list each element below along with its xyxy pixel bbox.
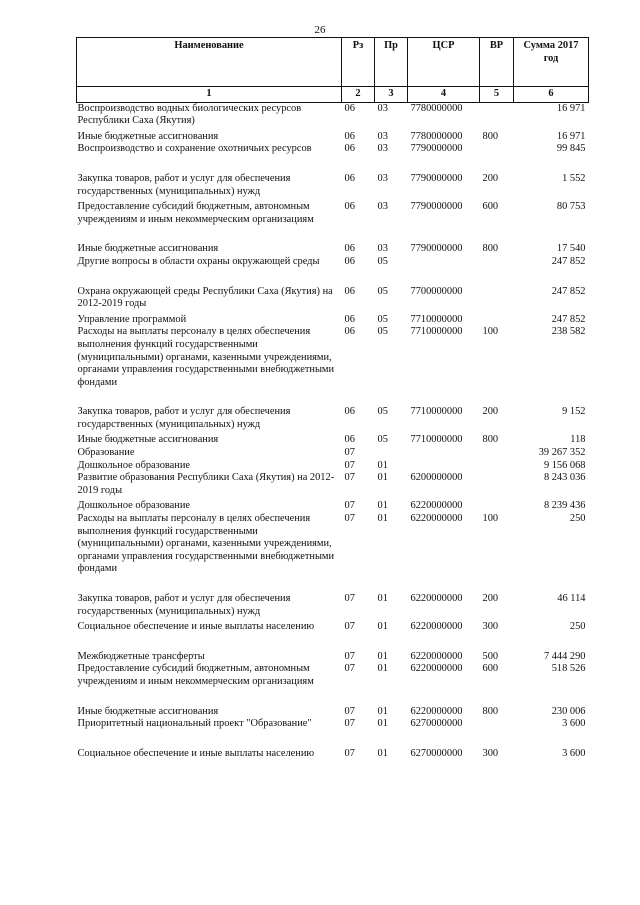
header-vr: ВР [480, 38, 514, 87]
table-row [77, 663, 589, 705]
row-vr [480, 472, 514, 500]
row-name: Воспроизводство и сохранение охотничьих ресурсов [77, 143, 312, 155]
row-rz: 07 [344, 447, 355, 459]
row-sum: 99 845 [556, 143, 586, 155]
row-name: Развитие образования Республики Саха (Якутия) на 2012-2019 годы [77, 472, 335, 496]
row-pr: 03 [377, 172, 388, 184]
table-row [77, 102, 589, 131]
table-row [77, 706, 589, 719]
row-csr: 7710000000 [410, 434, 463, 446]
row-vr [480, 286, 514, 314]
table-row [77, 460, 589, 473]
column-number: 1 [77, 87, 342, 103]
row-rz: 06 [344, 326, 355, 338]
header-sum: Сумма 2017 год [514, 38, 589, 87]
row-name: Приоритетный национальный проект "Образование" [77, 718, 312, 730]
row-name: Закупка товаров, работ и услуг для обеспечения государственных (муниципальных) нужд [77, 172, 291, 197]
row-vr: 100 [482, 513, 499, 525]
row-csr: 7710000000 [410, 406, 463, 418]
row-rz: 06 [344, 172, 355, 184]
row-sum: 247 852 [551, 255, 586, 267]
row-vr [480, 500, 514, 513]
row-csr: 7700000000 [410, 285, 463, 297]
row-csr: 7780000000 [410, 102, 463, 114]
row-pr: 01 [377, 459, 388, 471]
table-row [77, 621, 589, 651]
row-sum: 39 267 352 [538, 447, 586, 459]
column-number: 4 [408, 87, 480, 103]
row-vr [480, 460, 514, 473]
row-name: Социальное обеспечение и иные выплаты населению [77, 621, 315, 633]
table-row [77, 593, 589, 621]
table-row [77, 651, 589, 664]
row-rz: 06 [344, 143, 355, 155]
row-vr [480, 256, 514, 286]
row-pr: 01 [377, 513, 388, 525]
row-vr: 500 [482, 650, 499, 662]
row-name: Закупка товаров, работ и услуг для обеспечения государственных (муниципальных) нужд [77, 406, 291, 430]
row-name: Иные бюджетные ассигнования [77, 705, 219, 717]
row-rz: 06 [344, 285, 355, 297]
row-vr [480, 447, 514, 460]
row-pr: 05 [377, 434, 388, 446]
row-pr: 01 [377, 747, 388, 759]
row-pr: 01 [377, 718, 388, 730]
row-pr: 01 [377, 472, 388, 484]
row-pr: 01 [377, 650, 388, 662]
row-rz: 07 [344, 459, 355, 471]
row-pr: 05 [377, 326, 388, 338]
row-rz: 07 [344, 513, 355, 525]
row-name: Воспроизводство водных биологических ресурсов Республики Саха (Якутия) [77, 102, 302, 127]
table-row [77, 243, 589, 256]
row-vr [480, 314, 514, 327]
row-vr: 300 [482, 747, 499, 759]
row-sum: 247 852 [551, 285, 586, 297]
column-number: 3 [375, 87, 408, 103]
row-pr: 05 [377, 255, 388, 267]
row-vr: 800 [482, 130, 499, 142]
row-rz: 06 [344, 313, 355, 325]
table-row [77, 173, 589, 201]
row-rz: 06 [344, 434, 355, 446]
table-header [77, 38, 589, 103]
row-csr: 6220000000 [410, 621, 463, 633]
row-rz: 07 [344, 747, 355, 759]
row-csr: 7790000000 [410, 201, 463, 213]
table-row [77, 326, 589, 406]
row-sum: 3 600 [562, 718, 586, 730]
row-sum: 8 243 036 [543, 472, 586, 484]
row-csr: 7710000000 [410, 326, 463, 338]
row-sum: 230 006 [551, 705, 586, 717]
row-pr: 05 [377, 406, 388, 418]
row-vr: 100 [482, 326, 499, 338]
row-sum: 16 971 [556, 130, 586, 142]
row-vr: 800 [482, 243, 499, 255]
row-sum: 17 540 [556, 243, 586, 255]
row-rz: 07 [344, 500, 355, 512]
row-csr: 6220000000 [410, 513, 463, 525]
table-row [77, 131, 589, 144]
row-vr [480, 718, 514, 748]
table-row [77, 314, 589, 327]
row-sum: 7 444 290 [543, 650, 586, 662]
row-name: Охрана окружающей среды Республики Саха (Якутия) на 2012-2019 годы [77, 285, 333, 310]
row-csr: 6200000000 [410, 472, 463, 484]
row-name: Иные бюджетные ассигнования [77, 130, 219, 142]
row-vr: 200 [482, 172, 499, 184]
table-row [77, 256, 589, 286]
table-row [77, 447, 589, 460]
row-vr: 300 [482, 621, 499, 633]
table-row [77, 286, 589, 314]
row-sum: 247 852 [551, 313, 586, 325]
row-csr: 6220000000 [410, 500, 463, 512]
table-row [77, 500, 589, 513]
row-pr: 01 [377, 621, 388, 633]
row-rz: 07 [344, 472, 355, 484]
row-rz: 06 [344, 243, 355, 255]
row-name: Управление программой [77, 313, 187, 325]
row-vr: 600 [482, 201, 499, 213]
row-csr: 6220000000 [410, 593, 463, 604]
table-row [77, 513, 589, 593]
row-rz: 06 [344, 406, 355, 418]
row-sum: 9 152 [562, 406, 586, 418]
row-pr: 03 [377, 130, 388, 142]
header-csr: ЦСР [408, 38, 480, 87]
table-row [77, 718, 589, 748]
row-csr: 6270000000 [410, 718, 463, 730]
header-name: Наименование [77, 38, 342, 87]
row-vr: 200 [482, 593, 499, 604]
row-rz: 06 [344, 130, 355, 142]
row-rz: 07 [344, 705, 355, 717]
row-csr [408, 256, 480, 286]
row-rz: 07 [344, 718, 355, 730]
row-csr: 7790000000 [410, 172, 463, 184]
row-sum: 1 552 [562, 172, 586, 184]
row-sum: 46 114 [557, 593, 586, 604]
row-vr [480, 143, 514, 173]
row-pr: 01 [377, 500, 388, 512]
column-number: 6 [514, 87, 589, 103]
row-csr: 7790000000 [410, 143, 463, 155]
row-name: Предоставление субсидий бюджетным, автономным учреждениям и иным некоммерческим организациям [77, 201, 314, 225]
row-sum: 250 [569, 621, 586, 633]
row-sum: 9 156 068 [543, 459, 586, 471]
row-pr: 05 [377, 313, 388, 325]
row-sum: 518 526 [551, 663, 586, 675]
table-row [77, 201, 589, 243]
header-pr: Пр [375, 38, 408, 87]
row-sum: 16 971 [556, 102, 586, 114]
table-row [77, 434, 589, 447]
row-name: Образование [77, 447, 135, 459]
row-name: Иные бюджетные ассигнования [77, 434, 219, 446]
row-vr: 600 [482, 663, 499, 675]
row-pr: 01 [377, 593, 388, 604]
row-name: Расходы на выплаты персоналу в целях обеспечения выполнения функций государственными (муниципальными) органами, казенными учреждениями, органами управления государственными внебюджетными фондами [77, 326, 335, 388]
row-name: Дошкольное образование [77, 500, 191, 512]
row-vr: 800 [482, 434, 499, 446]
row-sum: 8 239 436 [543, 500, 586, 512]
row-name: Закупка товаров, работ и услуг для обеспечения государственных (муниципальных) нужд [77, 593, 291, 617]
row-csr: 6220000000 [410, 650, 463, 662]
row-vr: 800 [482, 705, 499, 717]
row-rz: 06 [344, 102, 355, 114]
budget-table [76, 37, 589, 760]
row-csr: 6220000000 [410, 663, 463, 675]
table-body [77, 102, 589, 760]
header-rz: Рз [342, 38, 375, 87]
page-number: 26 [314, 24, 326, 36]
row-pr: 03 [377, 201, 388, 213]
column-number: 2 [342, 87, 375, 103]
row-pr: 01 [377, 705, 388, 717]
row-pr: 03 [377, 102, 388, 114]
table-row [77, 143, 589, 173]
row-name: Другие вопросы в области охраны окружающей среды [77, 255, 320, 267]
row-rz: 07 [344, 621, 355, 633]
row-pr: 01 [377, 663, 388, 675]
row-csr [408, 447, 480, 460]
row-name: Дошкольное образование [77, 459, 191, 471]
row-pr [375, 447, 408, 460]
row-sum: 80 753 [556, 201, 586, 213]
row-name: Социальное обеспечение и иные выплаты населению [77, 747, 315, 759]
row-rz: 06 [344, 201, 355, 213]
row-vr [480, 102, 514, 131]
row-csr: 6270000000 [410, 747, 463, 759]
row-csr: 7710000000 [410, 313, 463, 325]
row-sum: 238 582 [551, 326, 586, 338]
row-name: Межбюджетные трансферты [77, 650, 205, 662]
row-rz: 07 [344, 593, 355, 604]
table-row [77, 406, 589, 434]
row-csr [408, 460, 480, 473]
row-name: Предоставление субсидий бюджетным, автономным учреждениям и иным некоммерческим организациям [77, 663, 314, 687]
row-csr: 7790000000 [410, 243, 463, 255]
row-rz: 07 [344, 663, 355, 675]
row-name: Расходы на выплаты персоналу в целях обеспечения выполнения функций государственными (муниципальными) органами, казенными учреждениями, органами управления государственными внебюджетными фондами [77, 513, 335, 575]
table-row [77, 748, 589, 761]
row-rz: 06 [344, 255, 355, 267]
row-sum: 118 [570, 434, 586, 446]
row-pr: 05 [377, 285, 388, 297]
row-csr: 6220000000 [410, 705, 463, 717]
table-row [77, 472, 589, 500]
row-sum: 3 600 [562, 747, 586, 759]
row-rz: 07 [344, 650, 355, 662]
column-number: 5 [480, 87, 514, 103]
row-vr: 200 [482, 406, 499, 418]
row-pr: 03 [377, 143, 388, 155]
row-name: Иные бюджетные ассигнования [77, 243, 219, 255]
row-sum: 250 [569, 513, 586, 525]
row-pr: 03 [377, 243, 388, 255]
row-csr: 7780000000 [410, 130, 463, 142]
